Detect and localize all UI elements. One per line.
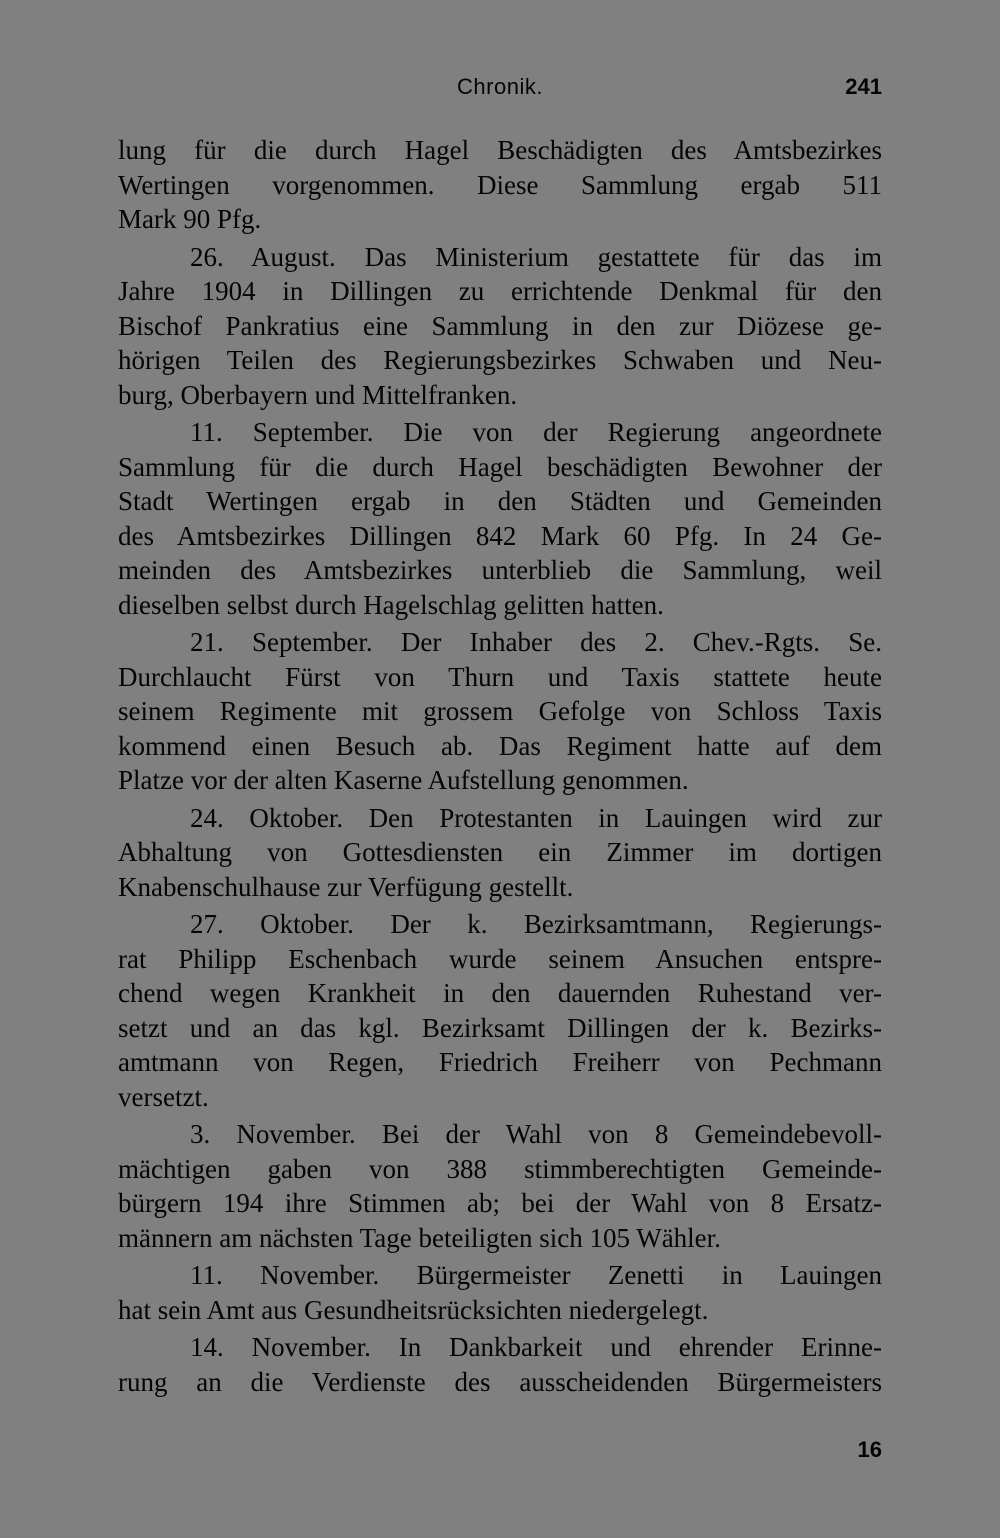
- text-line: Jahre 1904 in Dillingen zu errichtende Denkmal für den: [118, 276, 882, 306]
- text-line: versetzt.: [118, 1081, 209, 1112]
- text-line: 11. September. Die von der Regierung angeordnete: [190, 417, 882, 447]
- page-number: 241: [845, 74, 882, 99]
- page-header: [118, 74, 882, 106]
- chronicle-text: [118, 133, 882, 1399]
- text-line: amtmann von Regen, Friedrich Freiherr von Pechmann: [118, 1047, 882, 1077]
- text-line: 26. August. Das Ministerium gestattete für das im: [190, 241, 882, 272]
- running-title: Chronik.: [457, 74, 543, 99]
- text-line: rung an die Verdienste des ausscheidenden Bürgermeisters: [118, 1366, 882, 1397]
- text-line: chend wegen Krankheit in den dauernden Ruhestand ver-: [118, 978, 882, 1008]
- text-line: setzt und an das kgl. Bezirksamt Dillingen der k. Bezirks-: [118, 1012, 882, 1043]
- text-line: Platze vor der alten Kaserne Aufstellung genommen.: [118, 765, 689, 795]
- text-line: 14. November. In Dankbarkeit und ehrender Erinne-: [190, 1332, 882, 1362]
- text-line: Sammlung für die durch Hagel beschädigten Bewohner der: [118, 451, 882, 482]
- text-line: meinden des Amtsbezirkes unterblieb die Sammlung, weil: [118, 555, 882, 585]
- text-line: hörigen Teilen des Regierungsbezirkes Schwaben und Neu-: [118, 345, 882, 375]
- text-line: Mark 90 Pfg.: [118, 204, 262, 234]
- text-line: hat sein Amt aus Gesundheitsrücksichten niedergelegt.: [118, 1294, 709, 1325]
- text-line: Stadt Wertingen ergab in den Städten und Gemeinden: [118, 486, 882, 516]
- text-line: Knabenschulhause zur Verfügung gestellt.: [118, 871, 574, 902]
- text-line: bürgern 194 ihre Stimmen ab; bei der Wahl von 8 Ersatz-: [118, 1188, 882, 1218]
- text-line: 3. November. Bei der Wahl von 8 Gemeindebevoll-: [190, 1119, 882, 1149]
- text-line: lung für die durch Hagel Beschädigten des Amtsbezirkes: [118, 135, 882, 165]
- text-line: burg, Oberbayern und Mittelfranken.: [118, 379, 518, 410]
- text-line: Wertingen vorgenommen. Diese Sammlung ergab 511: [118, 169, 882, 200]
- text-line: mächtigen gaben von 388 stimmberechtigten Gemeinde-: [118, 1153, 882, 1184]
- text-line: Bischof Pankratius eine Sammlung in den zur Diözese ge-: [118, 310, 882, 341]
- text-line: Durchlaucht Fürst von Thurn und Taxis stattete heute: [118, 661, 882, 692]
- text-line: dieselben selbst durch Hagelschlag gelitten hatten.: [118, 589, 664, 620]
- text-line: 27. Oktober. Der k. Bezirksamtmann, Regierungs-: [190, 909, 882, 939]
- text-line: 24. Oktober. Den Protestanten in Lauingen wird zur: [190, 802, 882, 833]
- text-line: rat Philipp Eschenbach wurde seinem Ansuchen entspre-: [118, 943, 882, 974]
- text-line: 21. September. Der Inhaber des 2. Chev.-Rgts. Se.: [190, 627, 882, 657]
- text-line: kommend einen Besuch ab. Das Regiment hatte auf dem: [118, 730, 882, 761]
- text-line: 11. November. Bürgermeister Zenetti in Lauingen: [190, 1260, 882, 1290]
- text-line: männern am nächsten Tage beteiligten sich 105 Wähler.: [118, 1222, 721, 1253]
- text-line: seinem Regimente mit grossem Gefolge von Schloss Taxis: [118, 696, 882, 726]
- text-line: Abhaltung von Gottesdiensten ein Zimmer im dortigen: [118, 837, 882, 867]
- printer-signature-mark: 16: [857, 1437, 882, 1462]
- text-line: des Amtsbezirkes Dillingen 842 Mark 60 Pfg. In 24 Ge-: [118, 520, 882, 551]
